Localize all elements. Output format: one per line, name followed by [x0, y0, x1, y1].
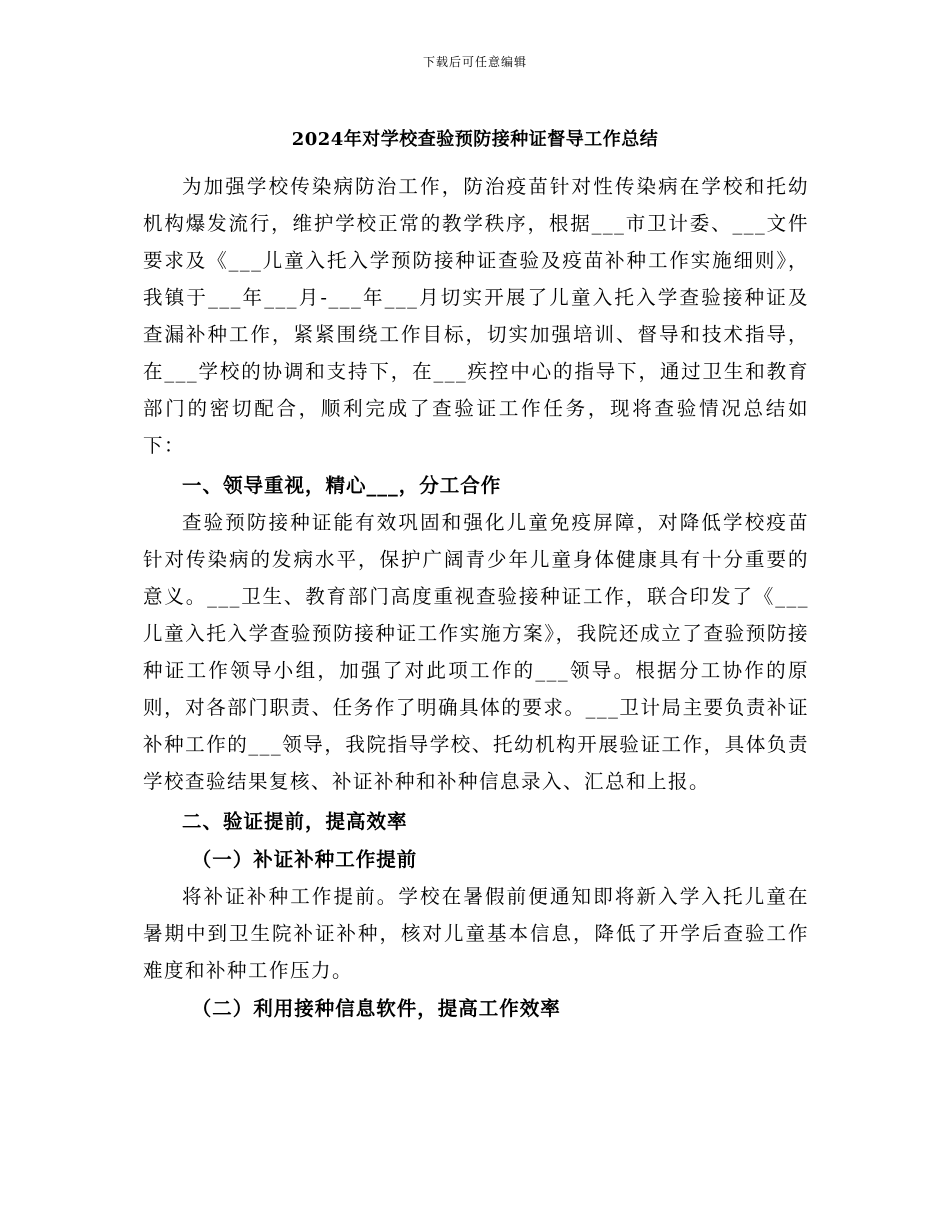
document-body	[143, 168, 809, 1027]
section-2-sub-1-paragraph: 将补证补种工作提前。学校在暑假前便通知即将新入学入托儿童在暑期中到卫生院补证补种，核对儿童基本信息，降低了开学后查验工作难度和补种工作压力。	[143, 885, 809, 982]
intro-paragraph: 为加强学校传染病防治工作，防治疫苗针对性传染病在学校和托幼机构爆发流行，维护学校正常的教学秩序，根据___市卫计委、___文件要求及《___儿童入托入学预防接种证查验及疫苗补种工作实施细则》，我镇于___年___月-___年___月切实开展了儿童入托入学查验接种证及查漏补种工作，紧紧围绕工作目标，切实加强培训、督导和技术指导，在___学校的协调和支持下，在___疾控中心的指导下，通过卫生和教育部门的密切配合，顺利完成了查验证工作任务，现将查验情况总结如下：	[143, 175, 809, 457]
header-note: 下载后可任意编辑	[422, 55, 527, 69]
document-title: 2024年对学校查验预防接种证督导工作总结	[291, 129, 659, 150]
section-2-heading: 二、验证提前，提高效率	[182, 810, 408, 833]
section-1-heading: 一、领导重视，精心___，分工合作	[182, 474, 502, 497]
section-2-sub-1-heading: （一）补证补种工作提前	[191, 848, 418, 871]
section-1-paragraph: 查验预防接种证能有效巩固和强化儿童免疫屏障，对降低学校疫苗针对传染病的发病水平，保护广阔青少年儿童身体健康具有十分重要的意义。___卫生、教育部门高度重视查验接种证工作，联合印发了《___儿童入托入学查验预防接种证工作实施方案》，我院还成立了查验预防接种证工作领导小组，加强了对此项工作的___领导。根据分工协作的原则，对各部门职责、任务作了明确具体的要求。___卫计局主要负责补证补种工作的___领导，我院指导学校、托幼机构开展验证工作，具体负责学校查验结果复核、补证补种和补种信息录入、汇总和上报。	[143, 511, 809, 793]
section-2-sub-2-heading: （二）利用接种信息软件，提高工作效率	[191, 997, 561, 1020]
